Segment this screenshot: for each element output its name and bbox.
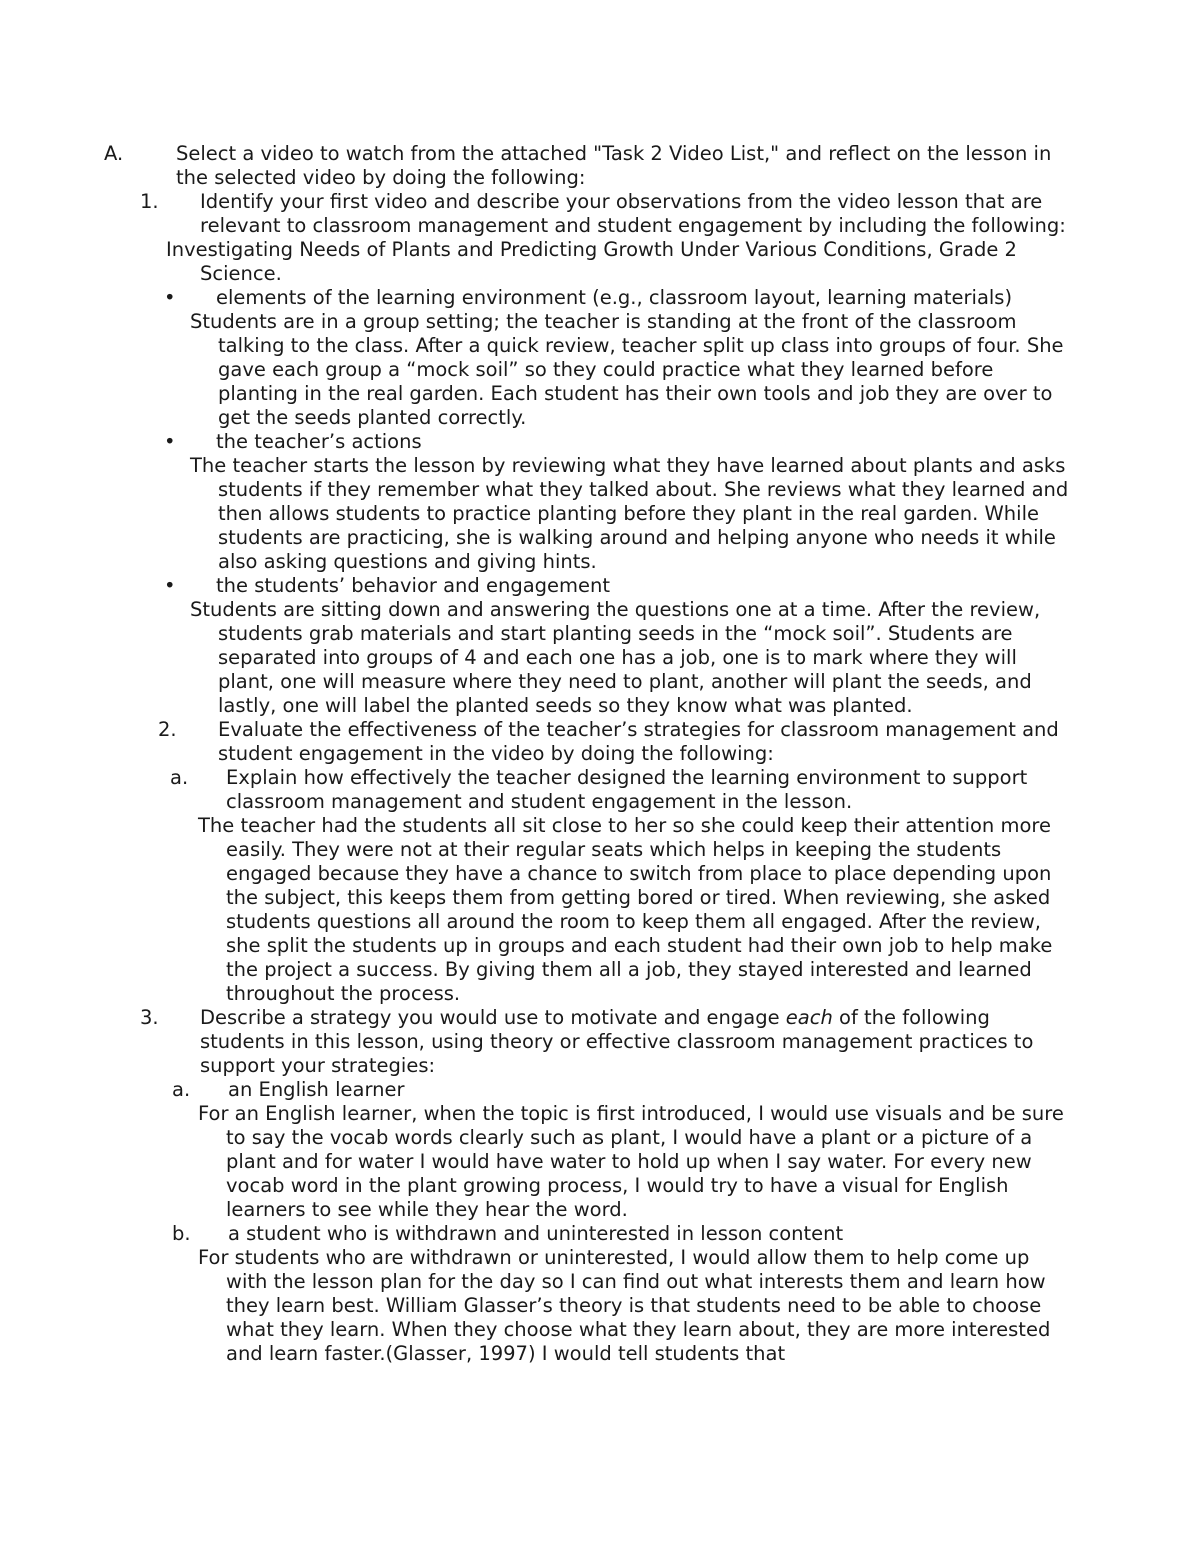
answer-2a: The teacher had the students all sit close to her so she could keep their attention more easily. They were not at their regular seats which helps in keeping the students engaged because they have a chance to switch from place to place depending upon the subject, this keeps them from getting bored or tired. When reviewing, she asked students questions all around the room to keep them all engaged. After the review, she split the students up in groups and each student had their own job to help make the project a success. By giving them all a job, they stayed interested and learned throughout the process. — [198, 814, 1053, 1005]
item-1 — [140, 190, 1070, 238]
answer-teacher-actions: The teacher starts the lesson by reviewing what they have learned about plants and asks students if they remember what they talked about. She reviews what they learned and then allows students to practice planting before they plant in the real garden. While students are practicing, she is walking around and helping anyone who needs it while also asking questions and giving hints. — [190, 454, 1069, 573]
item-2-marker: 2. — [158, 718, 177, 741]
section-a — [104, 142, 1070, 190]
document-body — [104, 142, 1070, 1366]
bullet-text: elements of the learning environment (e.g., classroom layout, learning materials) — [216, 286, 1013, 309]
item-2a-text: Explain how effectively the teacher designed the learning environment to support classroom management and student engagement in the lesson. — [226, 766, 1028, 813]
answer-3b: For students who are withdrawn or uninterested, I would allow them to help come up with the lesson plan for the day so I can find out what interests them and learn how they learn best. William Glasser’s theory is that students need to be able to choose what they learn. When they choose what they learn about, they are more interested and learn faster.(Glasser, 1997) I would tell students that — [198, 1246, 1051, 1365]
item-2-text: Evaluate the effectiveness of the teacher’s strategies for classroom management and student engagement in the video by doing the following: — [218, 718, 1059, 765]
item-1-marker: 1. — [140, 190, 159, 213]
bullet-icon: • — [164, 430, 176, 453]
item-3-text-after: of the following students in this lesson, using theory or effective classroom management practices to support your strategies: — [200, 1006, 1034, 1077]
bullet-icon: • — [164, 286, 176, 309]
item-3a-marker: a. — [172, 1078, 191, 1101]
item-3b-text: a student who is withdrawn and uninterested in lesson content — [228, 1222, 844, 1245]
section-a-text: Select a video to watch from the attached "Task 2 Video List," and reflect on the lesson in the selected video by doing the following: — [176, 142, 1052, 189]
item-3 — [140, 1006, 1070, 1078]
video-title: Investigating Needs of Plants and Predicting Growth Under Various Conditions, Grade 2 Science. — [166, 238, 1017, 285]
answer-3a: For an English learner, when the topic is first introduced, I would use visuals and be sure to say the vocab words clearly such as plant, I would have a plant or a picture of a plant and for water I would have water to hold up when I say water. For every new vocab word in the plant growing process, I would try to have a visual for English learners to see while they hear the word. — [198, 1102, 1064, 1221]
item-1-text: Identify your first video and describe your observations from the video lesson that are relevant to classroom management and student engagement by including the following: — [200, 190, 1066, 237]
bullet-student-behavior — [140, 574, 1070, 598]
item-3-text-emphasis: each — [785, 1006, 833, 1029]
item-3a-text: an English learner — [228, 1078, 405, 1101]
bullet-icon: • — [164, 574, 176, 597]
bullet-text: the teacher’s actions — [216, 430, 422, 453]
section-a-marker: A. — [104, 142, 124, 165]
item-3b-marker: b. — [172, 1222, 191, 1245]
item-3-marker: 3. — [140, 1006, 159, 1029]
item-3b — [140, 1222, 1070, 1246]
item-2a-marker: a. — [170, 766, 189, 789]
item-3-text-before: Describe a strategy you would use to motivate and engage — [200, 1006, 786, 1029]
item-3a — [140, 1078, 1070, 1102]
item-2 — [140, 718, 1070, 766]
bullet-text: the students’ behavior and engagement — [216, 574, 611, 597]
bullet-learning-environment — [140, 286, 1070, 310]
answer-learning-environment: Students are in a group setting; the teacher is standing at the front of the classroom talking to the class. After a quick review, teacher split up class into groups of four. She gave each group a “mock soil” so they could practice what they learned before planting in the real garden. Each student has their own tools and job they are over to get the seeds planted correctly. — [190, 310, 1064, 429]
bullet-teacher-actions — [140, 430, 1070, 454]
item-2a — [140, 766, 1070, 814]
answer-student-behavior: Students are sitting down and answering the questions one at a time. After the review, students grab materials and start planting seeds in the “mock soil”. Students are separated into groups of 4 and each one has a job, one is to mark where they will plant, one will measure where they need to plant, another will plant the seeds, and lastly, one will label the planted seeds so they know what was planted. — [190, 598, 1041, 717]
